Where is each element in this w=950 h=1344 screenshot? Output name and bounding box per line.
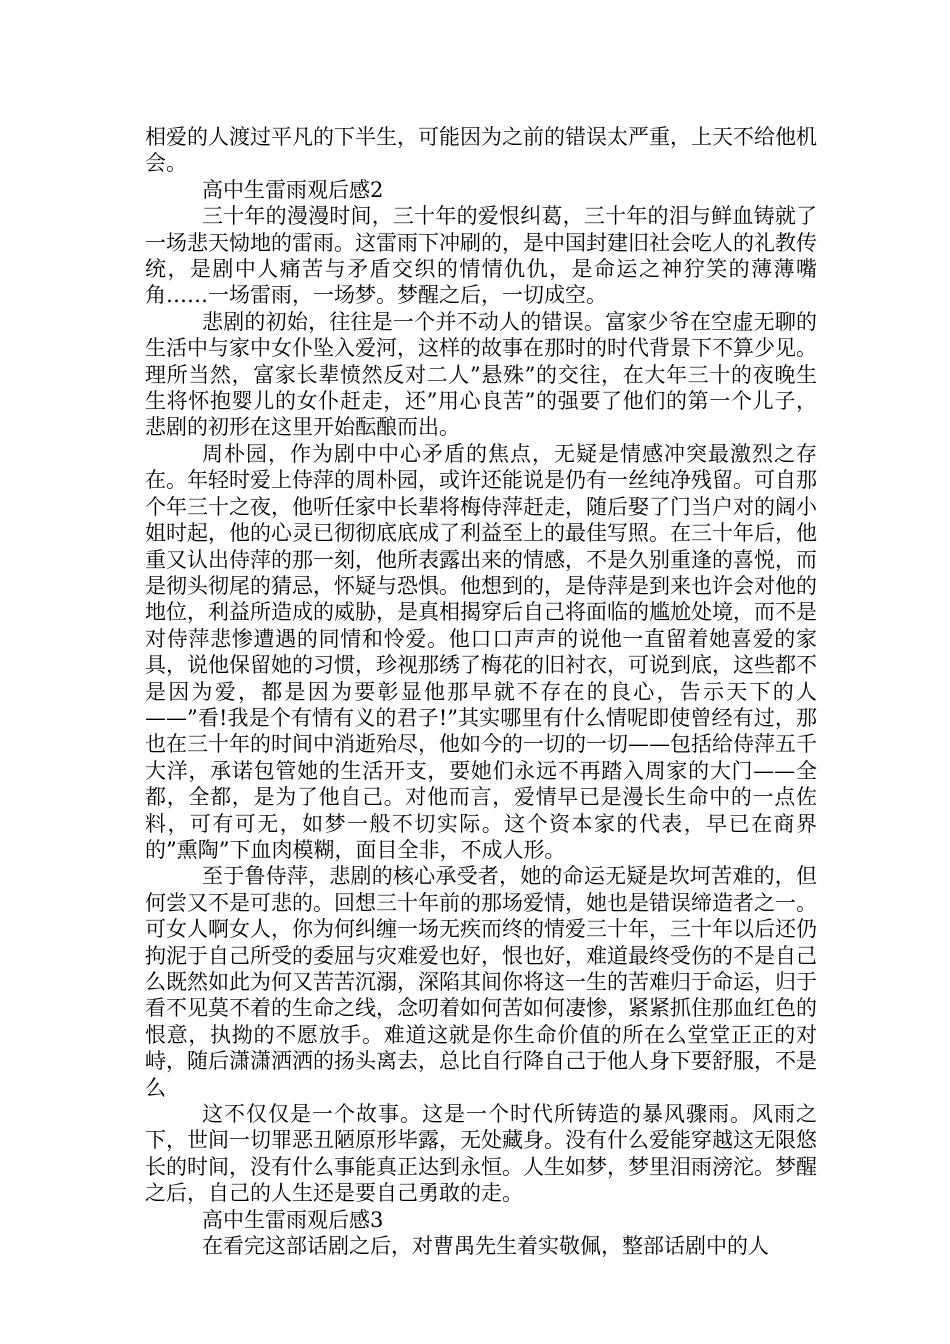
paragraph: 三十年的漫漫时间，三十年的爱恨纠葛，三十年的泪与鲜血铸就了一场悲天恸地的雷雨。这雷雨下冲刷的，是中国封建旧社会吃人的礼教传统，是剧中人痛苦与矛盾交织的情情仇仇，是命运之神狞笑的薄薄嘴角……一场雷雨，一场梦。梦醒之后，一切成空。 — [145, 204, 817, 308]
section-heading-2: 高中生雷雨观后感2 — [202, 177, 384, 202]
paragraph: 至于鲁侍萍，悲剧的核心承受者，她的命运无疑是坎坷苦难的，但何尝又不是可悲的。回想三十年前的那场爱情，她也是错误缔造者之一。可女人啊女人，你为何纠缠一场无疾而终的情爱三十年，三十年以后还仍拘泥于自己所受的委屈与灾难爱也好，恨也好，难道最终受伤的不是自己么既然如此为何又苦苦沉溺，深陷其间你将这一生的苦难归于命运，归于看不见莫不着的生命之线，念叨着如何苦如何凄惨，紧紧抓住那血红色的恨意，执拗的不愿放手。难道这就是你生命价值的所在么堂堂正正的对峙，随后潇潇洒洒的扬头离去，总比自行降自己于他人身下要舒服，不是么 — [145, 864, 817, 1100]
section-heading-3: 高中生雷雨观后感3 — [202, 1207, 384, 1232]
paragraph: 在看完这部话剧之后，对曹禺先生着实敬佩，整部话剧中的人 — [202, 1234, 769, 1259]
paragraph: 周朴园，作为剧中中心矛盾的焦点，无疑是情感冲突最激烈之存在。年轻时爱上侍萍的周朴园，或许还能说是仍有一丝纯净残留。可自那个年三十之夜，他听任家中长辈将梅侍萍赶走，随后娶了门当户对的阔小姐时起，他的心灵已彻彻底底成了利益至上的最佳写照。在三十年后，他重又认出侍萍的那一刻，他所表露出来的情感，不是久别重逢的喜悦，而是彻头彻尾的猜忌，怀疑与恐惧。他想到的，是侍萍是到来也许会对他的地位，利益所造成的威胁，是真相揭穿后自己将面临的尴尬处境，而不是对侍萍悲惨遭遇的同情和怜爱。他口口声声的说他一直留着她喜爱的家具，说他保留她的习惯，珍视那绣了梅花的旧衬衣，可说到底，这些都不是因为爱，都是因为要彰显他那早就不存在的良心，告示天下的人——”看!我是个有情有义的君子!”其实哪里有什么情呢即使曾经有过，那也在三十年的时间中消逝殆尽，他如今的一切的一切——包括给侍萍五千大洋，承诺包管她的生活开支，要她们永远不再踏入周家的大门——全都，全都，是为了他自己。对他而言，爱情早已是漫长生命中的一点佐料，可有可无，如梦一般不切实际。这个资本家的代表，早已在商界的”熏陶”下血肉模糊，面目全非，不成人形。 — [145, 441, 817, 862]
paragraph-continuation: 相爱的人渡过平凡的下半生，可能因为之前的错误太严重，上天不给他机会。 — [145, 125, 817, 176]
paragraph: 这不仅仅是一个故事。这是一个时代所铸造的暴风骤雨。风雨之下，世间一切罪恶丑陋原形毕露，无处藏身。没有什么爱能穿越这无限悠长的时间，没有什么事能真正达到永恒。人生如梦，梦里泪雨滂沱。梦醒之后，自己的人生还是要自己勇敢的走。 — [145, 1102, 817, 1206]
document-page — [145, 124, 817, 1259]
paragraph: 悲剧的初始，往往是一个并不动人的错误。富家少爷在空虚无聊的生活中与家中女仆坠入爱河，这样的故事在那时的时代背景下不算少见。理所当然，富家长辈愤然反对二人”悬殊”的交往，在大年三十的夜晚生生将怀抱婴儿的女仆赶走，还”用心良苦”的强要了他们的第一个儿子，悲剧的初形在这里开始酝酿而出。 — [145, 309, 817, 440]
